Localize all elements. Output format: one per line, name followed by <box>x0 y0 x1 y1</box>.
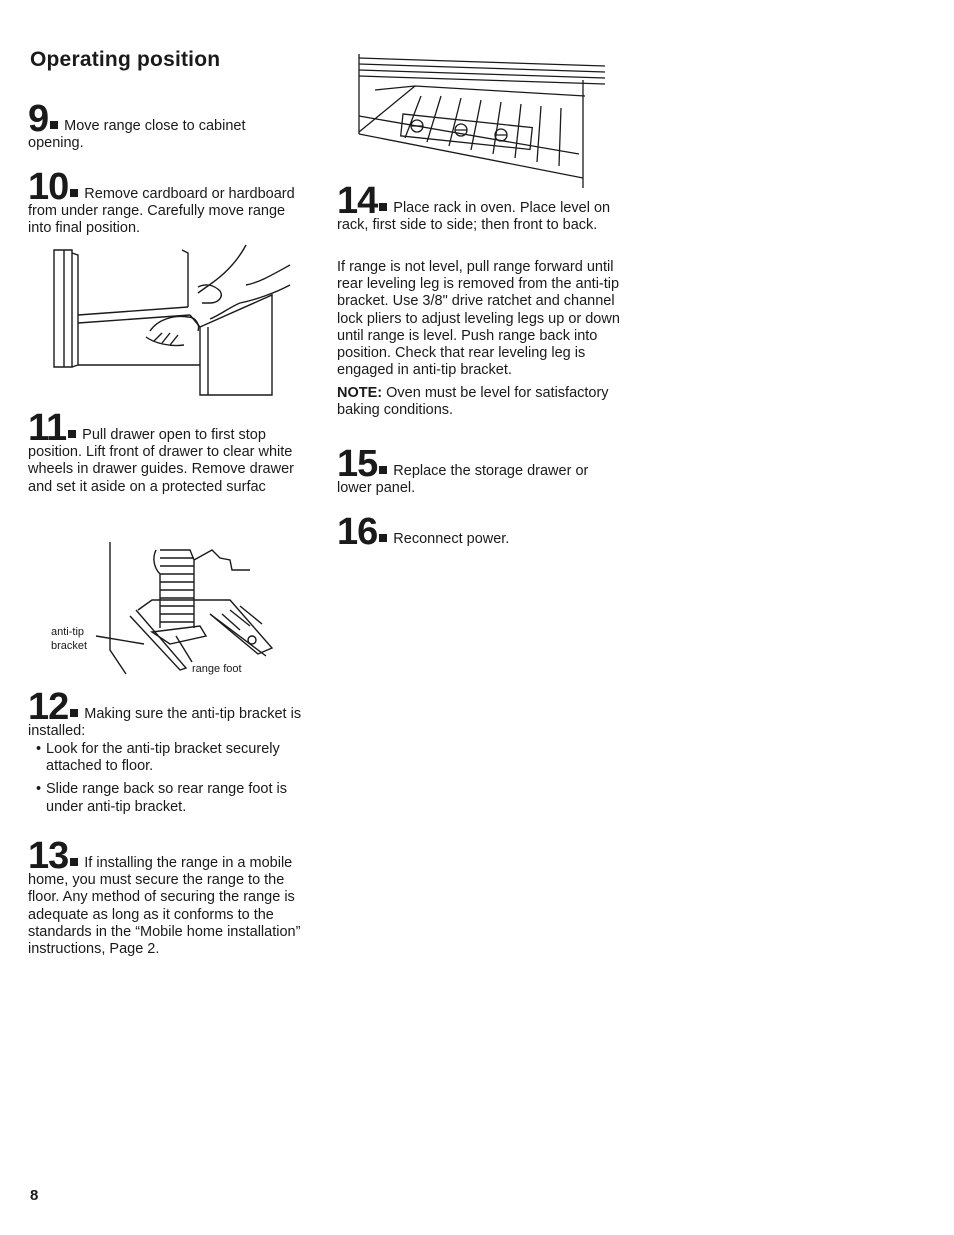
step-number: 11 <box>28 407 67 449</box>
step-text: Move range close to cabinet opening. <box>28 118 246 152</box>
step-number: 12 <box>28 686 69 728</box>
list-item: • Slide range back so rear range foot is under anti-tip bracket. <box>36 781 287 815</box>
step-10 <box>28 166 300 238</box>
step-14 <box>337 180 617 234</box>
step-16 <box>337 511 617 553</box>
step-number-dot <box>68 430 76 438</box>
step-13 <box>28 835 308 958</box>
step-number-dot <box>50 121 58 129</box>
step-number-dot <box>70 709 78 717</box>
page-number: 8 <box>30 1187 39 1204</box>
step-15 <box>337 443 617 497</box>
step-text: If installing the range in a mobile home, you must secure the range to the floor. Any method of securing the range is adequate as long as it conforms to the standards in the “Mobile home installation” instructions, Page 2. <box>28 855 301 958</box>
step-number-dot <box>70 189 78 197</box>
step-number-dot <box>379 466 387 474</box>
note-text: Oven must be level for satisfactory baking conditions. <box>337 385 609 419</box>
step-text: Replace the storage drawer or lower panel. <box>337 463 589 497</box>
step-number: 16 <box>337 511 378 553</box>
step-11 <box>28 407 303 496</box>
step-number: 13 <box>28 835 69 877</box>
step-number: 15 <box>337 443 378 485</box>
step-text: Place rack in oven. Place level on rack, first side to side; then front to back. <box>337 200 611 234</box>
level-on-rack-illustration <box>355 50 610 190</box>
step-text: Remove cardboard or hardboard from under range. Carefully move range into final position. <box>28 186 295 237</box>
anti-tip-bracket-label: anti-tip bracket <box>51 626 88 652</box>
step-number: 10 <box>28 166 69 208</box>
step-12-bullets <box>28 741 308 822</box>
note <box>337 385 621 419</box>
step-number-dot <box>379 534 387 542</box>
step-text: Reconnect power. <box>393 531 510 547</box>
step-12 <box>28 686 313 740</box>
step-9 <box>28 98 298 152</box>
step-text: Making sure the anti-tip bracket is installed: <box>28 706 302 740</box>
step-number-dot <box>70 858 78 866</box>
step-text: Pull drawer open to first stop position. Lift front of drawer to clear white wheels in drawer guides. Remove drawer and set it aside on a protected surfac <box>28 427 294 495</box>
step-14-detail: If range is not level, pull range forward until rear leveling leg is removed from the anti-tip bracket. Use 3/8" drive ratchet and channel lock pliers to adjust leveling legs up or down until range is level. Push range back into position. Check that rear leveling leg is engaged in anti-tip bracket. <box>337 259 620 379</box>
range-placement-illustration <box>50 245 290 405</box>
step-number: 14 <box>337 180 378 222</box>
section-title: Operating position <box>30 48 221 71</box>
anti-tip-bracket-illustration <box>90 540 280 680</box>
step-number: 9 <box>28 98 49 140</box>
list-item: • Look for the anti-tip bracket securely attached to floor. <box>36 741 280 775</box>
note-label: NOTE: <box>337 385 383 401</box>
range-foot-label: range foot <box>192 663 242 675</box>
step-number-dot <box>379 203 387 211</box>
